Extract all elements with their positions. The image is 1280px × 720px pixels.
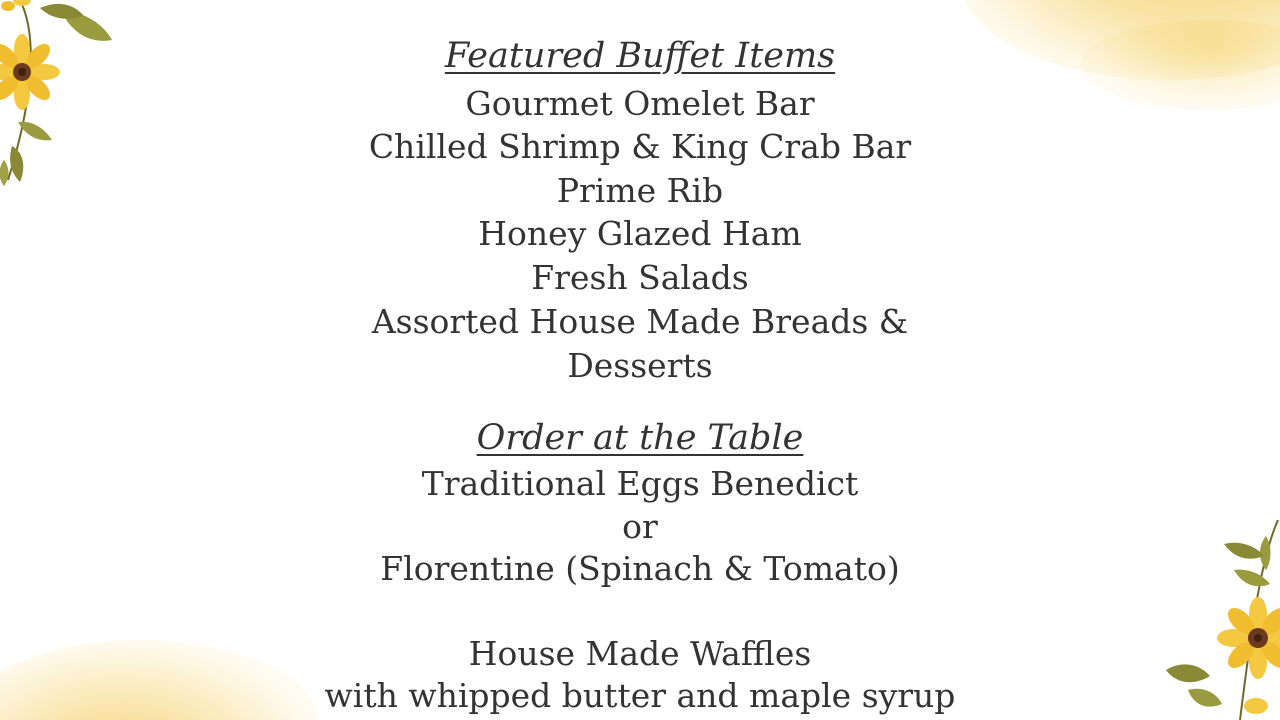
menu-item: Honey Glazed Ham [478, 214, 802, 253]
menu-item: Gourmet Omelet Bar [465, 84, 815, 123]
section-heading-order-at-table: Order at the Table [476, 418, 804, 458]
menu-item: with whipped butter and maple syrup [324, 676, 956, 715]
menu-item: House Made Waffles [468, 634, 812, 673]
menu-item: Florentine (Spinach & Tomato) [380, 549, 900, 588]
menu-item: or [622, 507, 658, 546]
menu-item: Assorted House Made Breads & [371, 302, 909, 341]
menu-item: Desserts [567, 346, 713, 385]
menu-item: Prime Rib [556, 171, 724, 210]
menu-item: Chilled Shrimp & King Crab Bar [368, 127, 912, 166]
menu-item: Traditional Eggs Benedict [421, 464, 859, 503]
menu-item: Fresh Salads [531, 258, 749, 297]
section-heading-featured-buffet: Featured Buffet Items [444, 36, 836, 76]
